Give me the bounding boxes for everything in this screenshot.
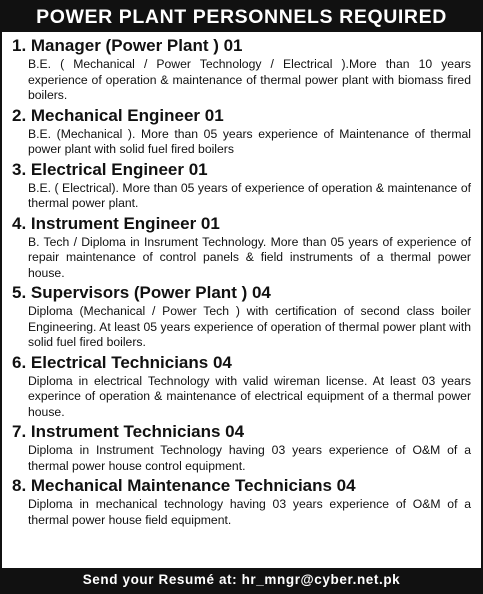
position-title: 1. Manager (Power Plant ) 01 xyxy=(12,36,243,55)
position-title: 6. Electrical Technicians 04 xyxy=(12,352,232,372)
ad-header xyxy=(2,2,481,32)
position-electrical-engineer xyxy=(12,160,471,212)
position-description: Diploma (Mechanical / Power Tech ) with certification of second class boiler Engineering. At least 05 years experience of operation of thermal power plant with solid fuel fired boilers. xyxy=(28,304,471,349)
position-title: 5. Supervisors (Power Plant ) 04 xyxy=(12,283,271,302)
position-description: Diploma in Instrument Technology having 03 years experience of O&M of a thermal power house control equipment. xyxy=(28,443,471,473)
position-manager xyxy=(12,36,471,104)
position-electrical-technicians xyxy=(12,353,471,421)
position-title: 2. Mechanical Engineer 01 xyxy=(12,105,224,125)
position-instrument-engineer xyxy=(12,214,471,282)
position-supervisors xyxy=(12,283,471,351)
position-description: B.E. (Mechanical ). More than 05 years experience of Maintenance of thermal power plant with solid fuel fired boilers xyxy=(28,126,471,156)
position-description: B. Tech / Diploma in Insrument Technology. More than 05 years of experience of repair maintenance of control panels & field instruments of a thermal power house. xyxy=(28,234,471,280)
position-description: B.E. ( Electrical). More than 05 years of experience of operation & maintenance of thermal power plant. xyxy=(28,180,471,210)
ad-title: POWER PLANT PERSONNELS REQUIRED xyxy=(36,6,447,28)
position-description: Diploma in mechanical technology having 03 years experience of O&M of a thermal power house field equipment. xyxy=(28,497,471,527)
position-description: B.E. ( Mechanical / Power Technology / Electrical ).More than 10 years experience of operation & maintenance of thermal power plant with biomass fired boilers. xyxy=(28,57,471,102)
position-mechanical-engineer xyxy=(12,106,471,158)
contact-email-line[interactable]: Send your Resumé at: hr_mngr@cyber.net.pk xyxy=(82,572,401,587)
position-description: Diploma in electrical Technology with valid wireman license. At least 03 years experince of operation & maintenance of electrical equipment of a thermal power house. xyxy=(28,373,471,419)
position-instrument-technicians xyxy=(12,422,471,474)
position-title: 7. Instrument Technicians 04 xyxy=(12,422,245,441)
position-title: 8. Mechanical Maintenance Technicians 04 xyxy=(12,476,356,495)
position-title: 4. Instrument Engineer 01 xyxy=(12,213,220,233)
position-mechanical-maintenance-technicians xyxy=(12,476,471,528)
ad-footer xyxy=(2,568,481,592)
position-title: 3. Electrical Engineer 01 xyxy=(12,159,208,179)
positions-list xyxy=(2,32,481,528)
